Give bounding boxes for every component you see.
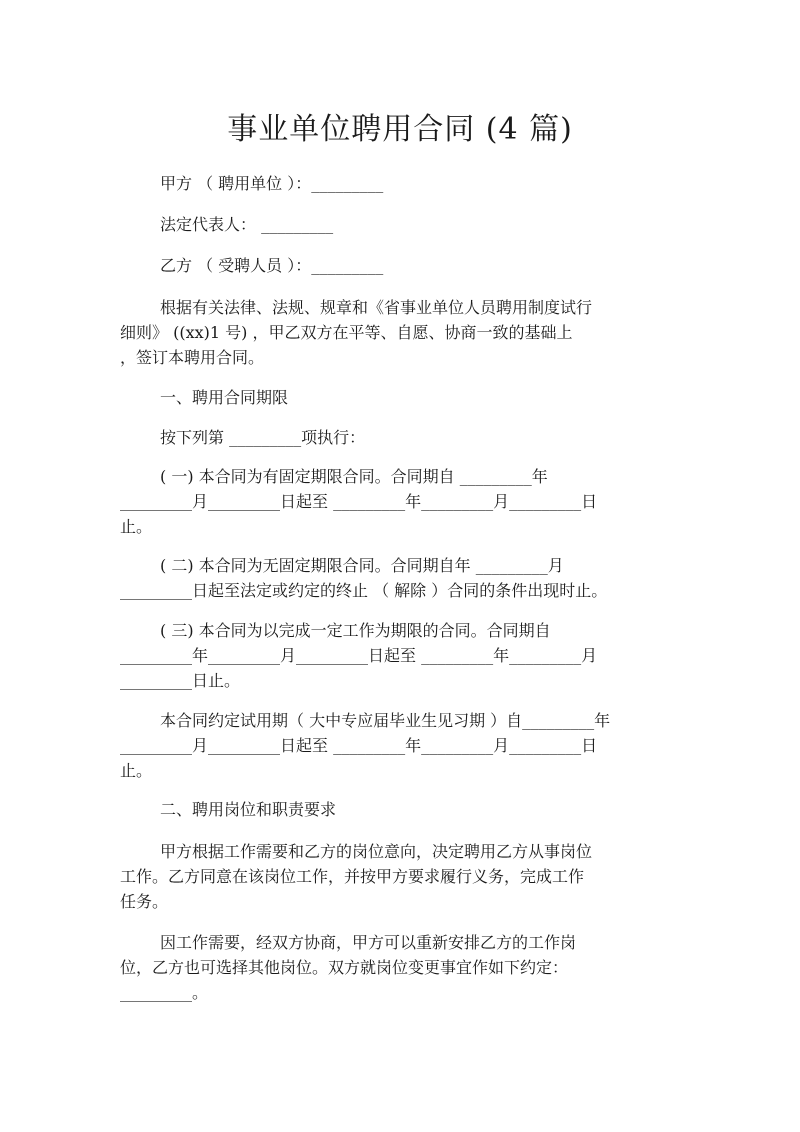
legal-representative-line: 法定代表人： _________ [160, 215, 334, 234]
option-2-line: ( 二) 本合同为无固定期限合同。合同期自年 _________月 [160, 556, 564, 575]
section-2-paragraph-2-line: 位，乙方也可选择其他岗位。双方就岗位变更事宜作如下约定： [120, 958, 569, 977]
option-1-line: _________月_________日起至 _________年_________月_________日 [120, 492, 598, 511]
party-b-line: 乙方 （ 受聘人员 ）：_________ [160, 256, 384, 275]
intro-paragraph-line: 根据有关法律、法规、规章和《省事业单位人员聘用制度试行 [160, 298, 593, 317]
section-1-choice-line: 按下列第 _________项执行： [160, 428, 366, 447]
party-a-line: 甲方 （ 聘用单位 ）：_________ [160, 174, 384, 193]
option-3-line: ( 三) 本合同为以完成一定工作为期限的合同。合同期自 [160, 621, 551, 640]
section-2-heading: 二、聘用岗位和职责要求 [160, 800, 337, 819]
section-2-paragraph-1-line: 任务。 [120, 892, 169, 911]
option-1-line: ( 一) 本合同为有固定期限合同。合同期自 _________年 [160, 467, 548, 486]
option-2-line: _________日起至法定或约定的终止 （ 解除 ）合同的条件出现时止。 [120, 581, 608, 600]
section-2-paragraph-2-line: _________。 [120, 983, 209, 1002]
document-title: 事业单位聘用合同 (4 篇) [227, 112, 573, 147]
option-3-line: _________年_________月_________日起至 _________年_________月 [120, 646, 598, 665]
option-1-line: 止。 [120, 517, 153, 536]
section-2-paragraph-2-line: 因工作需要，经双方协商，甲方可以重新安排乙方的工作岗 [160, 933, 577, 952]
section-2-paragraph-1-line: 工作。乙方同意在该岗位工作，并按甲方要求履行义务，完成工作 [120, 867, 585, 886]
probation-line: _________月_________日起至 _________年_________月_________日 [120, 736, 598, 755]
option-3-line: _________日止。 [120, 671, 241, 690]
section-2-paragraph-1-line: 甲方根据工作需要和乙方的岗位意向，决定聘用乙方从事岗位 [160, 842, 593, 861]
intro-paragraph-line: ，签订本聘用合同。 [120, 348, 265, 367]
intro-paragraph-line: 细则》 ((xx)1 号) ，甲乙双方在平等、自愿、协商一致的基础上 [120, 323, 573, 342]
probation-line: 本合同约定试用期（ 大中专应届毕业生见习期 ）自_________年 [160, 711, 611, 730]
section-1-heading: 一、聘用合同期限 [160, 388, 289, 407]
probation-line: 止。 [120, 761, 153, 780]
